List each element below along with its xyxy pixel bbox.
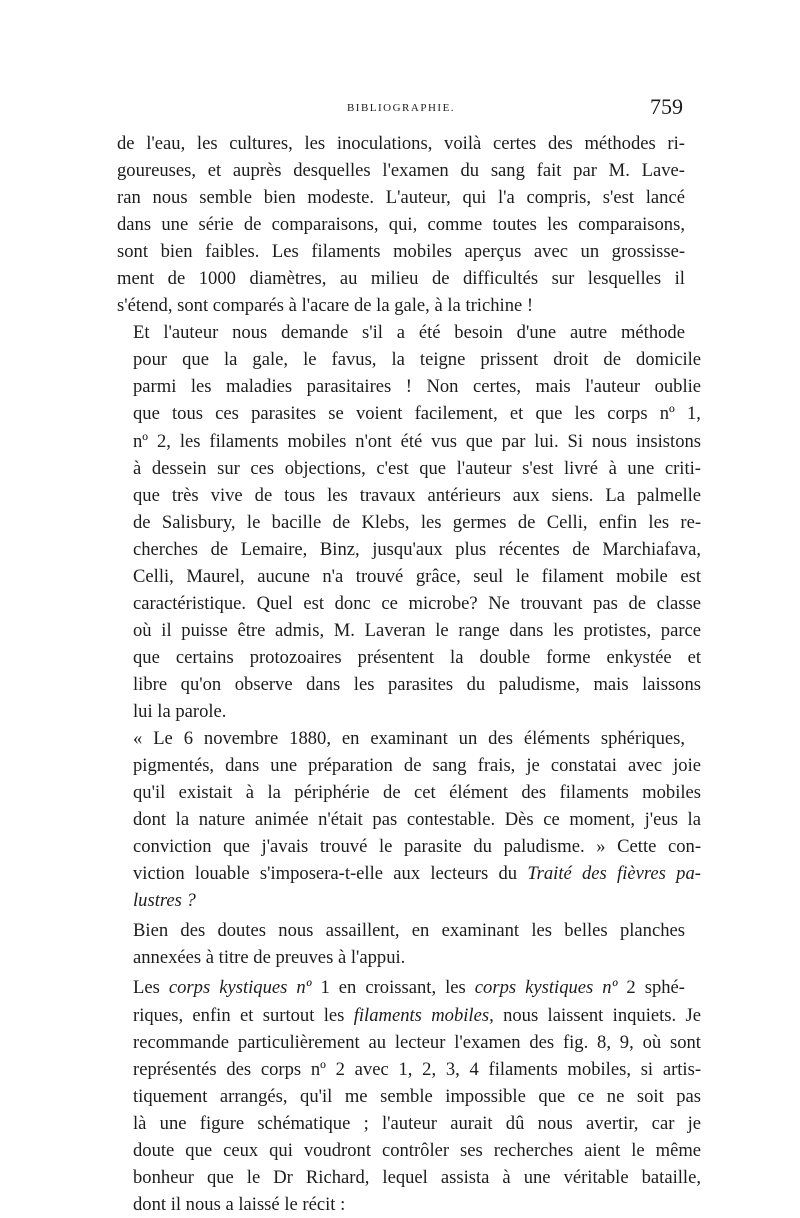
text-line: représentés des corps nº 2 avec 1, 2, 3, 4 filaments mobiles, si artis- — [133, 1058, 702, 1080]
paragraph-3 — [117, 725, 702, 914]
document-page — [117, 94, 702, 1218]
text-line: de Salisbury, le bacille de Klebs, les germes de Celli, enfin les re- — [133, 511, 702, 533]
text-line: pigmentés, dans une préparation de sang frais, je constatai avec joie — [133, 755, 702, 777]
text-run: riques, enfin et surtout les — [133, 1004, 354, 1026]
paragraph-4 — [117, 917, 685, 971]
text-line: annexées à titre de preuves à l'appui. — [133, 947, 406, 969]
text-line: goureuses, et auprès desquelles l'examen du sang fait par M. Lave- — [117, 160, 685, 182]
text-line — [117, 860, 701, 887]
text-line: libre qu'on observe dans les parasites du paludisme, mais laissons — [133, 673, 702, 695]
text-line: où il puisse être admis, M. Laveran le range dans les protistes, parce — [133, 619, 702, 641]
paragraph-2 — [117, 319, 702, 725]
text-line: que tous ces parasites se voient facilement, et que les corps nº 1, — [133, 403, 701, 425]
text-line: dont la nature animée n'était pas contestable. Dès ce moment, j'eus la — [133, 809, 701, 831]
text-run: nous laissent inquiets. Je — [493, 1004, 702, 1026]
text-line — [117, 974, 685, 1001]
text-line: qu'il existait à la périphérie de cet élément des filaments mobiles — [133, 782, 702, 804]
paragraph-1 — [117, 130, 685, 319]
text-line: là une figure schématique ; l'auteur aurait dû nous avertir, car je — [133, 1112, 702, 1134]
text-line: tiquement arrangés, qu'il me semble impossible que ce ne soit pas — [133, 1085, 702, 1107]
text-line: que certains protozoaires présentent la double forme enkystée et — [133, 646, 702, 668]
text-line: Celli, Maurel, aucune n'a trouvé grâce, seul le filament mobile est — [133, 565, 701, 587]
text-line: à dessein sur ces objections, c'est que l'auteur s'est livré à une criti- — [133, 457, 701, 479]
text-line: doute que ceux qui voudront contrôler ses recherches aient le même — [133, 1139, 702, 1161]
page-number: 759 — [650, 94, 683, 119]
text-line: « Le 6 novembre 1880, en examinant un des éléments sphériques, — [133, 728, 686, 750]
text-line: conviction que j'avais trouvé le parasite du paludisme. » Cette con- — [133, 836, 702, 858]
book-title-italic: Traité des fièvres pa- — [527, 863, 701, 885]
text-run: Les — [133, 977, 169, 999]
book-title-italic: lustres ? — [133, 890, 196, 912]
text-run: 2 sphé- — [617, 977, 685, 999]
text-line: ment de 1000 diamètres, au milieu de difficultés sur lesquelles il — [117, 268, 685, 290]
text-line: cherches de Lemaire, Binz, jusqu'aux plus récentes de Marchiafava, — [133, 538, 702, 560]
text-line: pour que la gale, le favus, la teigne prissent droit de domicile — [133, 349, 702, 371]
text-line: sont bien faibles. Les filaments mobiles aperçus avec un grossisse- — [117, 241, 686, 263]
term-italic: corps kystiques nº — [474, 977, 618, 999]
text-line: Bien des doutes nous assaillent, en examinant les belles planches — [133, 920, 685, 942]
text-line: que très vive de tous les travaux antérieurs aux siens. La palmelle — [133, 484, 702, 506]
text-line: lui la parole. — [133, 700, 227, 722]
text-line — [117, 887, 685, 914]
paragraph-5 — [117, 974, 702, 1217]
text-line: dont il nous a laissé le récit : — [133, 1193, 346, 1215]
text-line: ran nous semble bien modeste. L'auteur, qui l'a compris, s'est lancé — [117, 187, 685, 209]
text-line: bonheur que le Dr Richard, lequel assista à une véritable bataille, — [133, 1166, 701, 1188]
text-line: recommande particulièrement au lecteur l'examen des fig. 8, 9, où sont — [133, 1031, 701, 1053]
text-line: de l'eau, les cultures, les inoculations, voilà certes des méthodes ri- — [117, 133, 685, 154]
term-italic: corps kystiques nº — [168, 977, 312, 999]
term-italic: filaments mobiles, — [353, 1004, 494, 1026]
text-line: dans une série de comparaisons, qui, comme toutes les comparaisons, — [117, 214, 685, 236]
text-line: Et l'auteur nous demande s'il a été besoin d'une autre méthode — [133, 322, 685, 344]
text-line: parmi les maladies parasitaires ! Non certes, mais l'auteur oublie — [133, 376, 702, 398]
body-text — [117, 130, 702, 1218]
text-line: s'étend, sont comparés à l'acare de la gale, à la trichine ! — [117, 295, 534, 317]
text-line: nº 2, les filaments mobiles n'ont été vus que par lui. Si nous insistons — [133, 430, 702, 452]
text-line — [117, 1002, 702, 1029]
running-title: BIBLIOGRAPHIE. — [346, 102, 456, 114]
text-line: caractéristique. Quel est donc ce microbe? Ne trouvant pas de classe — [133, 592, 702, 614]
running-header — [117, 96, 685, 130]
text-run: viction louable s'imposera-t-elle aux lecteurs du — [133, 863, 528, 885]
text-run: 1 en croissant, les — [311, 977, 475, 999]
